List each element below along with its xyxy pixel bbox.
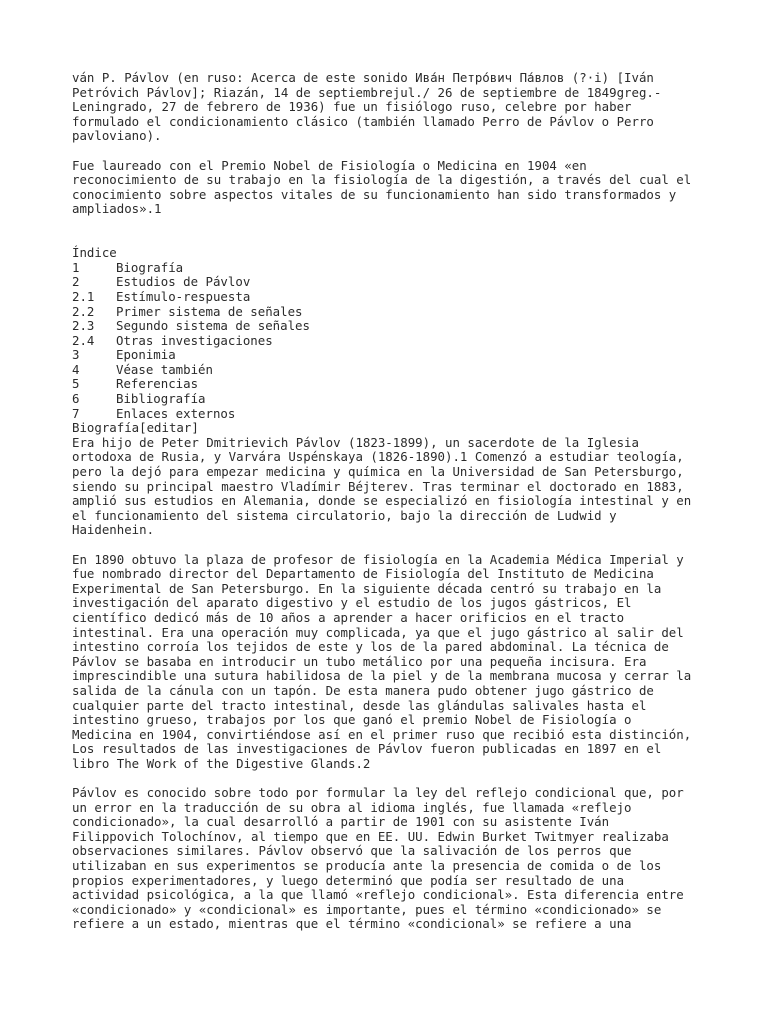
toc-item[interactable] (72, 319, 712, 334)
text-line: Haidenhein. (72, 522, 155, 538)
text-line: Pávlov es conocido sobre todo por formular la ley del reflejo condicional que, por (72, 785, 684, 801)
toc-item-label: Referencias (116, 376, 199, 392)
text-line: Leningrado, 27 de febrero de 1936) fue un fisiólogo ruso, celebre por haber (72, 99, 632, 115)
text-line: Medicina en 1904, convirtiéndose así en el primer ruso que recibió esta distinción, (72, 726, 692, 742)
text-line: intestinal. Era una operación muy complicada, ya que el jugo gástrico al salir del (72, 624, 684, 640)
text-line: Era hijo de Peter Dmitrievich Pávlov (1823-1899), un sacerdote de la Iglesia (72, 434, 639, 450)
toc-item[interactable] (72, 363, 712, 378)
toc-item[interactable] (72, 275, 712, 290)
toc-item[interactable] (72, 392, 712, 407)
text-line: formulado el condicionamiento clásico (también llamado Perro de Pávlov o Perro (72, 113, 654, 129)
text-line: amplió sus estudios en Alemania, donde se especializó en fisiología intestinal y en (72, 493, 692, 509)
text-line: pero la dejó para empezar medicina y química en la Universidad de San Petersburgo, (72, 464, 684, 480)
toc-item[interactable] (72, 334, 712, 349)
text-line: En 1890 obtuvo la plaza de profesor de fisiología en la Academia Médica Imperial y (72, 551, 684, 567)
text-line: condicionado», la cual desarrolló a partir de 1901 con su asistente Iván (72, 814, 610, 830)
text-line: propios experimentadores, y luego determinó que podía ser resultado de una (72, 872, 625, 888)
toc-item[interactable] (72, 377, 712, 392)
text-line: reconocimiento de su trabajo en la fisiología de la digestión, a través del cual el (72, 172, 692, 188)
text-line: utilizaban en sus experimentos se producía ante la presencia de comida o de los (72, 858, 662, 874)
text-line: actividad psicológica, a la que llamó «reflejo condicional». Esta diferencia entre (72, 887, 684, 903)
text-line: un error en la traducción de su obra al idioma inglés, fue llamada «reflejo (72, 799, 632, 815)
toc-item[interactable] (72, 261, 712, 276)
text-line: imprescindible una sutura habilidosa de la piel y de la membrana mucosa y cerrar la (72, 668, 692, 684)
text-line: salida de la cánula con un tapón. De esta manera pudo obtener jugo gástrico de (72, 682, 654, 698)
toc-item-label: Otras investigaciones (116, 332, 273, 348)
table-of-contents (72, 246, 712, 421)
toc-item-number: 2.2 (72, 303, 95, 319)
text-line: cualquier parte del tracto intestinal, desde las glándulas salivales hasta el (72, 697, 647, 713)
text-line: refiere a un estado, mientras que el término «condicional» se refiere a una (72, 916, 632, 932)
toc-item-label: Eponimia (116, 347, 176, 363)
intro-paragraph-1 (72, 71, 712, 144)
text-line: científico dedicó más de 10 años a aprender a hacer orificios en el tracto (72, 609, 625, 625)
toc-item-label: Bibliografía (116, 391, 206, 407)
toc-item-label: Enlaces externos (116, 405, 236, 421)
text-line: pavloviano). (72, 128, 162, 144)
toc-item-number: 2 (72, 274, 80, 290)
text-line: Petróvich Pávlov]; Riazán, 14 de septiembrejul./ 26 de septiembre de 1849greg.- (72, 84, 662, 100)
section-heading-biografia: Biografía[editar] (72, 420, 199, 436)
toc-title: Índice (72, 245, 117, 261)
biografia-paragraph-1 (72, 436, 712, 538)
biografia-paragraph-3 (72, 786, 712, 932)
text-line: investigación del aparato digestivo y el estudio de los jugos gástricos, El (72, 595, 632, 611)
text-line: Los resultados de las investigaciones de Pávlov fueron publicadas en 1897 en el (72, 741, 662, 757)
text-line: ván P. Pávlov (en ruso: Acerca de este sonido Ива́н Петро́вич Па́влов (?·i) [Iván (72, 70, 654, 85)
toc-item-number: 1 (72, 259, 80, 275)
toc-item-number: 2.3 (72, 318, 95, 334)
toc-item-label: Segundo sistema de señales (116, 318, 310, 334)
toc-item[interactable] (72, 348, 712, 363)
text-line: intestino grueso, trabajos por los que ganó el premio Nobel de Fisiología o (72, 712, 632, 728)
toc-item-number: 4 (72, 361, 80, 377)
toc-item-label: Biografía (116, 259, 184, 275)
toc-item-number: 2.4 (72, 332, 95, 348)
text-line: intestino corroía los tejidos de este y los de la pared abdominal. La técnica de (72, 639, 669, 655)
toc-item-number: 3 (72, 347, 80, 363)
toc-item-number: 2.1 (72, 288, 95, 304)
text-line: ortodoxa de Rusia, y Varvára Uspénskaya (1826-1890).1 Comenzó a estudiar teología, (72, 449, 684, 465)
text-line: «condicionado» y «condicional» es importante, pues el término «condicionado» se (72, 901, 662, 917)
toc-item-label: Estudios de Pávlov (116, 274, 251, 290)
text-line: ampliados».1 (72, 201, 162, 217)
toc-item-number: 6 (72, 391, 80, 407)
text-line: el funcionamiento del sistema circulatorio, bajo la dirección de Ludwid y (72, 507, 617, 523)
biografia-paragraph-2 (72, 553, 712, 772)
text-line: Fue laureado con el Premio Nobel de Fisiología o Medicina en 1904 «en (72, 157, 587, 173)
toc-item[interactable] (72, 407, 712, 422)
intro-paragraph-2 (72, 159, 712, 217)
text-line: Experimental de San Petersburgo. En la siguiente década centró su trabajo en la (72, 580, 662, 596)
toc-item-label: Véase también (116, 361, 213, 377)
toc-item[interactable] (72, 290, 712, 305)
text-line: Pávlov se basaba en introducir un tubo metálico por una pequeña incisura. Era (72, 653, 647, 669)
text-line: libro The Work of the Digestive Glands.2 (72, 755, 371, 771)
toc-item-number: 5 (72, 376, 80, 392)
text-line: Filippovich Tolochínov, al tiempo que en EE. UU. Edwin Burket Twitmyer realizaba (72, 828, 669, 844)
text-line: siendo su principal maestro Vladímir Béjterev. Tras terminar el doctorado en 1883, (72, 478, 684, 494)
toc-item-number: 7 (72, 405, 80, 421)
text-line: fue nombrado director del Departamento de Fisiología del Instituto de Medicina (72, 566, 654, 582)
toc-item[interactable] (72, 305, 712, 320)
text-line: observaciones similares. Pávlov observó que la salivación de los perros que (72, 843, 632, 859)
text-line: conocimiento sobre aspectos vitales de su funcionamiento han sido transformados y (72, 186, 677, 202)
toc-item-label: Primer sistema de señales (116, 303, 303, 319)
toc-item-label: Estímulo-respuesta (116, 288, 251, 304)
document-page (72, 71, 712, 932)
